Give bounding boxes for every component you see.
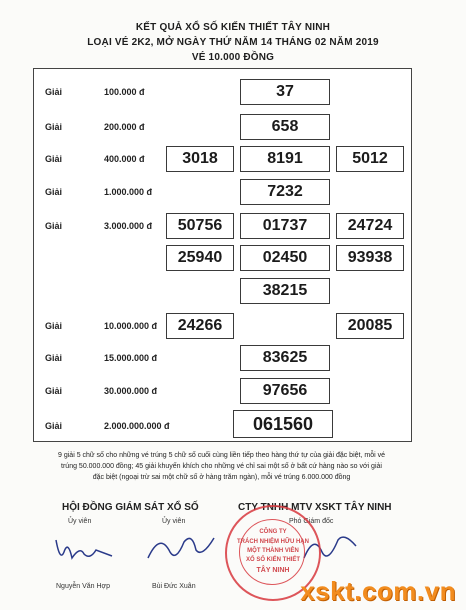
signature-scribble bbox=[140, 528, 220, 568]
prize-amount-400k: 400.000 đ bbox=[104, 154, 145, 164]
ticket-price: VÉ 10.000 ĐỒNG bbox=[191, 52, 275, 63]
prize-label: Giải bbox=[45, 122, 63, 132]
winning-number: 01737 bbox=[240, 213, 330, 239]
prize-amount-30m: 30.000.000 đ bbox=[104, 386, 158, 396]
winning-number: 93938 bbox=[336, 245, 404, 271]
prize-label: Giải bbox=[45, 386, 63, 396]
winning-number: 20085 bbox=[336, 313, 404, 339]
role-label: Ủy viên bbox=[162, 518, 186, 525]
company-title: CTY TNHH MTV XSKT TÂY NINH bbox=[238, 502, 392, 513]
supervisory-council-title: HỘI ĐỒNG GIÁM SÁT XỔ SỐ bbox=[62, 502, 199, 513]
winning-number: 50756 bbox=[166, 213, 234, 239]
stamp-text: XỔ SỐ KIẾN THIẾT bbox=[245, 557, 300, 563]
prize-amount-10m: 10.000.000 đ bbox=[104, 321, 158, 331]
winning-number: 25940 bbox=[166, 245, 234, 271]
winning-number: 8191 bbox=[240, 146, 330, 172]
prize-notes bbox=[33, 450, 410, 483]
site-watermark: xskt.com.vn bbox=[300, 576, 456, 606]
prize-amount-15m: 15.000.000 đ bbox=[104, 353, 158, 363]
special-prize-number: 061560 bbox=[233, 410, 333, 438]
winning-number: 24266 bbox=[166, 313, 234, 339]
prize-label: Giải bbox=[45, 353, 63, 363]
prize-amount-special: 2.000.000.000 đ bbox=[104, 421, 170, 431]
stamp-text: MỘT THÀNH VIÊN bbox=[247, 548, 299, 554]
winning-number: 3018 bbox=[166, 146, 234, 172]
stamp-text: TÂY NINH bbox=[256, 567, 290, 574]
page-title: KẾT QUẢ XỔ SỐ KIẾN THIẾT TÂY NINH bbox=[135, 22, 331, 33]
winning-number: 97656 bbox=[240, 378, 330, 404]
winning-number: 02450 bbox=[240, 245, 330, 271]
winning-number: 83625 bbox=[240, 345, 330, 371]
winning-number: 658 bbox=[240, 114, 330, 140]
role-label: Phó Giám đốc bbox=[289, 518, 334, 525]
prize-label: Giải bbox=[45, 221, 63, 231]
signature-scribble bbox=[50, 532, 120, 568]
signer-name: Bùi Đức Xuân bbox=[152, 583, 196, 590]
prize-label: Giải bbox=[45, 154, 63, 164]
prize-label: Giải bbox=[45, 187, 63, 197]
prize-label: Giải bbox=[45, 321, 63, 331]
role-label: Ủy viên bbox=[68, 518, 92, 525]
stamp-text: TRÁCH NHIỆM HỮU HẠN bbox=[237, 539, 309, 545]
prize-amount-3m: 3.000.000 đ bbox=[104, 221, 153, 231]
draw-info: LOẠI VÉ 2K2, MỞ NGÀY THỨ NĂM 14 THÁNG 02 NĂM 2019 bbox=[87, 37, 379, 48]
prize-amount-200k: 200.000 đ bbox=[104, 122, 145, 132]
prize-amount-100k: 100.000 đ bbox=[104, 87, 145, 97]
winning-number: 38215 bbox=[240, 278, 330, 304]
winning-number: 24724 bbox=[336, 213, 404, 239]
stamp-text: CÔNG TY bbox=[259, 529, 287, 535]
winning-number: 5012 bbox=[336, 146, 404, 172]
winning-number: 7232 bbox=[240, 179, 330, 205]
note-line: trúng 50.000.000 đồng; 45 giải khuyến khích cho những vé chỉ sai một số ở bất cứ hàng nào so với giải bbox=[61, 463, 382, 470]
prize-amount-1m: 1.000.000 đ bbox=[104, 187, 153, 197]
note-line: 9 giải 5 chữ số cho những vé trúng 5 chữ số cuối cùng liền tiếp theo hàng thứ tự của giải đặc biệt, mỗi vé bbox=[58, 452, 385, 459]
prize-label: Giải bbox=[45, 421, 63, 431]
winning-number: 37 bbox=[240, 79, 330, 105]
note-line: đặc biệt (ngoại trừ sai một chữ số ở hàng trăm ngàn), mỗi vé trúng 6.000.000 đồng bbox=[92, 474, 351, 481]
signer-name: Nguyễn Văn Hợp bbox=[56, 583, 111, 590]
prize-label: Giải bbox=[45, 87, 63, 97]
